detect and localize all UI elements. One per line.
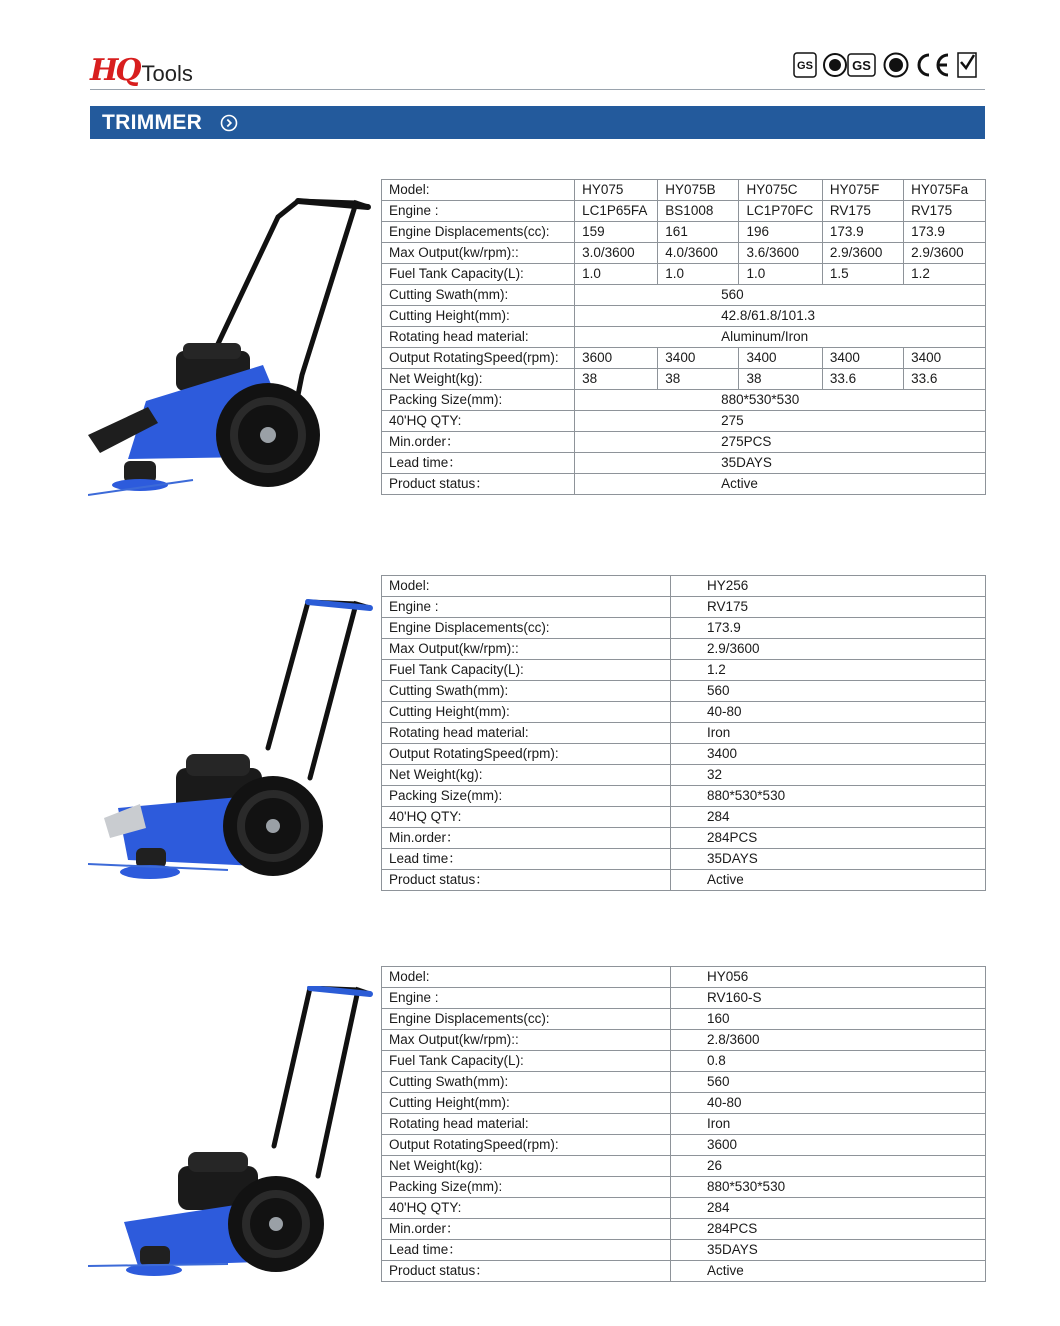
- table-row: [382, 1051, 986, 1072]
- cell-value: 1.2: [904, 264, 986, 285]
- table-row: [382, 660, 986, 681]
- table-row: [382, 828, 986, 849]
- table-row: [382, 597, 986, 618]
- row-label: 40'HQ QTY:: [382, 411, 575, 432]
- spec-table-hy056: [381, 966, 986, 1282]
- cell-value: 2.9/3600: [671, 639, 986, 660]
- tuv-mark-icon: [883, 52, 909, 78]
- cell-value: RV175: [822, 201, 903, 222]
- cell-value: 560: [671, 681, 986, 702]
- table-row: [382, 348, 986, 369]
- row-label: Packing Size(mm):: [382, 1177, 671, 1198]
- row-label: Fuel Tank Capacity(L):: [382, 264, 575, 285]
- cell-value: 40-80: [671, 1093, 986, 1114]
- trimmer-hy075-image: [88, 195, 376, 500]
- table-row: [382, 786, 986, 807]
- cell-value: 40-80: [671, 702, 986, 723]
- table-row: [382, 870, 986, 891]
- cell-value: 560: [575, 285, 986, 306]
- cell-value: 284: [671, 1198, 986, 1219]
- cell-value: RV175: [671, 597, 986, 618]
- row-label: Product status：: [382, 870, 671, 891]
- gs-mark-icon: [793, 52, 817, 78]
- row-label: Output RotatingSpeed(rpm):: [382, 348, 575, 369]
- row-label: Cutting Swath(mm):: [382, 285, 575, 306]
- cell-value: 3400: [822, 348, 903, 369]
- table-row: [382, 432, 986, 453]
- cell-value: HY256: [671, 576, 986, 597]
- cell-value: 38: [658, 369, 739, 390]
- table-row: [382, 1156, 986, 1177]
- row-label: 40'HQ QTY:: [382, 1198, 671, 1219]
- table-row: [382, 967, 986, 988]
- row-label: 40'HQ QTY:: [382, 807, 671, 828]
- cell-value: 880*530*530: [575, 390, 986, 411]
- row-label: Cutting Swath(mm):: [382, 1072, 671, 1093]
- row-label: Net Weight(kg):: [382, 765, 671, 786]
- cell-value: 2.9/3600: [904, 243, 986, 264]
- row-label: Output RotatingSpeed(rpm):: [382, 744, 671, 765]
- spec-table-hy075-series: [381, 179, 986, 495]
- cell-value: 33.6: [904, 369, 986, 390]
- cell-value: Active: [575, 474, 986, 495]
- table-row: [382, 243, 986, 264]
- tuv-gs-mark-icon: [823, 52, 877, 78]
- svg-text:GS: GS: [852, 58, 871, 73]
- cell-value: Iron: [671, 723, 986, 744]
- cell-value: HY075C: [739, 180, 822, 201]
- cell-value: 1.0: [575, 264, 658, 285]
- row-label: Lead time：: [382, 1240, 671, 1261]
- table-row: [382, 849, 986, 870]
- table-row: [382, 180, 986, 201]
- cell-value: 3400: [904, 348, 986, 369]
- table-row: [382, 1135, 986, 1156]
- row-label: Product status：: [382, 1261, 671, 1282]
- row-label: Model:: [382, 180, 575, 201]
- circle-arrow-right-icon[interactable]: [220, 114, 238, 132]
- row-label: Net Weight(kg):: [382, 1156, 671, 1177]
- table-row: [382, 807, 986, 828]
- cell-value: HY075F: [822, 180, 903, 201]
- table-row: [382, 765, 986, 786]
- table-row: [382, 744, 986, 765]
- cell-value: 275PCS: [575, 432, 986, 453]
- table-row: [382, 1030, 986, 1051]
- cell-value: 284PCS: [671, 1219, 986, 1240]
- cell-value: 1.2: [671, 660, 986, 681]
- cell-value: Active: [671, 870, 986, 891]
- cell-value: RV160-S: [671, 988, 986, 1009]
- table-row: [382, 576, 986, 597]
- row-label: Fuel Tank Capacity(L):: [382, 1051, 671, 1072]
- table-row: [382, 327, 986, 348]
- cell-value: 160: [671, 1009, 986, 1030]
- trimmer-hy056-image: [88, 986, 376, 1281]
- cell-value: 3.6/3600: [739, 243, 822, 264]
- trimmer-hy256-image: [88, 598, 376, 883]
- row-label: Rotating head material:: [382, 327, 575, 348]
- table-row: [382, 390, 986, 411]
- row-label: Cutting Height(mm):: [382, 702, 671, 723]
- cell-value: 1.5: [822, 264, 903, 285]
- row-label: Max Output(kw/rpm)::: [382, 243, 575, 264]
- row-label: Lead time：: [382, 453, 575, 474]
- cell-value: HY075B: [658, 180, 739, 201]
- row-label: Cutting Swath(mm):: [382, 681, 671, 702]
- row-label: Max Output(kw/rpm)::: [382, 1030, 671, 1051]
- table-row: [382, 1219, 986, 1240]
- cell-value: 173.9: [671, 618, 986, 639]
- row-label: Min.order：: [382, 828, 671, 849]
- table-row: [382, 306, 986, 327]
- cell-value: HY075: [575, 180, 658, 201]
- page-header: [90, 44, 985, 90]
- cell-value: 35DAYS: [671, 1240, 986, 1261]
- cell-value: 3600: [671, 1135, 986, 1156]
- row-label: Output RotatingSpeed(rpm):: [382, 1135, 671, 1156]
- row-label: Min.order：: [382, 1219, 671, 1240]
- cell-value: 161: [658, 222, 739, 243]
- row-label: Engine :: [382, 201, 575, 222]
- cell-value: HY056: [671, 967, 986, 988]
- ce-mark-icon: [915, 52, 951, 78]
- table-row: [382, 723, 986, 744]
- table-row: [382, 618, 986, 639]
- cell-value: 26: [671, 1156, 986, 1177]
- cell-value: 1.0: [658, 264, 739, 285]
- table-row: [382, 639, 986, 660]
- cell-value: 196: [739, 222, 822, 243]
- cell-value: 38: [575, 369, 658, 390]
- cell-value: 4.0/3600: [658, 243, 739, 264]
- row-label: Packing Size(mm):: [382, 390, 575, 411]
- cell-value: 2.9/3600: [822, 243, 903, 264]
- row-label: Engine :: [382, 597, 671, 618]
- table-row: [382, 411, 986, 432]
- table-row: [382, 1198, 986, 1219]
- logo-text: Tools: [141, 61, 193, 86]
- table-row: [382, 474, 986, 495]
- row-label: Engine Displacements(cc):: [382, 618, 671, 639]
- table-row: [382, 1093, 986, 1114]
- row-label: Fuel Tank Capacity(L):: [382, 660, 671, 681]
- cell-value: 42.8/61.8/101.3: [575, 306, 986, 327]
- cell-value: 1.0: [739, 264, 822, 285]
- row-label: Model:: [382, 576, 671, 597]
- row-label: Rotating head material:: [382, 723, 671, 744]
- row-label: Engine Displacements(cc):: [382, 222, 575, 243]
- cell-value: 3.0/3600: [575, 243, 658, 264]
- cell-value: Aluminum/Iron: [575, 327, 986, 348]
- cell-value: 560: [671, 1072, 986, 1093]
- row-label: Cutting Height(mm):: [382, 1093, 671, 1114]
- cell-value: Active: [671, 1261, 986, 1282]
- section-title: TRIMMER: [102, 110, 203, 134]
- table-row: [382, 1261, 986, 1282]
- cell-value: 880*530*530: [671, 1177, 986, 1198]
- cell-value: 32: [671, 765, 986, 786]
- cell-value: 3400: [671, 744, 986, 765]
- certification-marks: [793, 52, 977, 78]
- cell-value: HY075Fa: [904, 180, 986, 201]
- table-row: [382, 681, 986, 702]
- svg-text:GS: GS: [797, 60, 813, 72]
- table-row: [382, 222, 986, 243]
- cell-value: LC1P70FC: [739, 201, 822, 222]
- section-banner: [90, 106, 985, 139]
- cell-value: 35DAYS: [671, 849, 986, 870]
- cell-value: 38: [739, 369, 822, 390]
- rohs-mark-icon: [957, 52, 977, 78]
- cell-value: 35DAYS: [575, 453, 986, 474]
- table-row: [382, 1072, 986, 1093]
- spec-table-hy256: [381, 575, 986, 891]
- cell-value: 284: [671, 807, 986, 828]
- cell-value: 173.9: [904, 222, 986, 243]
- cell-value: 33.6: [822, 369, 903, 390]
- brand-logo: [90, 50, 193, 86]
- cell-value: BS1008: [658, 201, 739, 222]
- cell-value: 173.9: [822, 222, 903, 243]
- cell-value: Iron: [671, 1114, 986, 1135]
- table-row: [382, 369, 986, 390]
- cell-value: LC1P65FA: [575, 201, 658, 222]
- cell-value: 284PCS: [671, 828, 986, 849]
- cell-value: 2.8/3600: [671, 1030, 986, 1051]
- table-row: [382, 1177, 986, 1198]
- row-label: Packing Size(mm):: [382, 786, 671, 807]
- cell-value: 3600: [575, 348, 658, 369]
- cell-value: 880*530*530: [671, 786, 986, 807]
- cell-value: 3400: [658, 348, 739, 369]
- table-row: [382, 285, 986, 306]
- row-label: Rotating head material:: [382, 1114, 671, 1135]
- logo-mark: HQ: [90, 53, 139, 88]
- row-label: Net Weight(kg):: [382, 369, 575, 390]
- cell-value: 3400: [739, 348, 822, 369]
- table-row: [382, 702, 986, 723]
- table-row: [382, 1009, 986, 1030]
- cell-value: 0.8: [671, 1051, 986, 1072]
- table-row: [382, 1240, 986, 1261]
- row-label: Engine :: [382, 988, 671, 1009]
- row-label: Engine Displacements(cc):: [382, 1009, 671, 1030]
- cell-value: 275: [575, 411, 986, 432]
- table-row: [382, 453, 986, 474]
- table-row: [382, 264, 986, 285]
- row-label: Lead time：: [382, 849, 671, 870]
- row-label: Min.order：: [382, 432, 575, 453]
- row-label: Max Output(kw/rpm)::: [382, 639, 671, 660]
- row-label: Product status：: [382, 474, 575, 495]
- cell-value: RV175: [904, 201, 986, 222]
- cell-value: 159: [575, 222, 658, 243]
- table-row: [382, 988, 986, 1009]
- row-label: Cutting Height(mm):: [382, 306, 575, 327]
- table-row: [382, 201, 986, 222]
- row-label: Model:: [382, 967, 671, 988]
- table-row: [382, 1114, 986, 1135]
